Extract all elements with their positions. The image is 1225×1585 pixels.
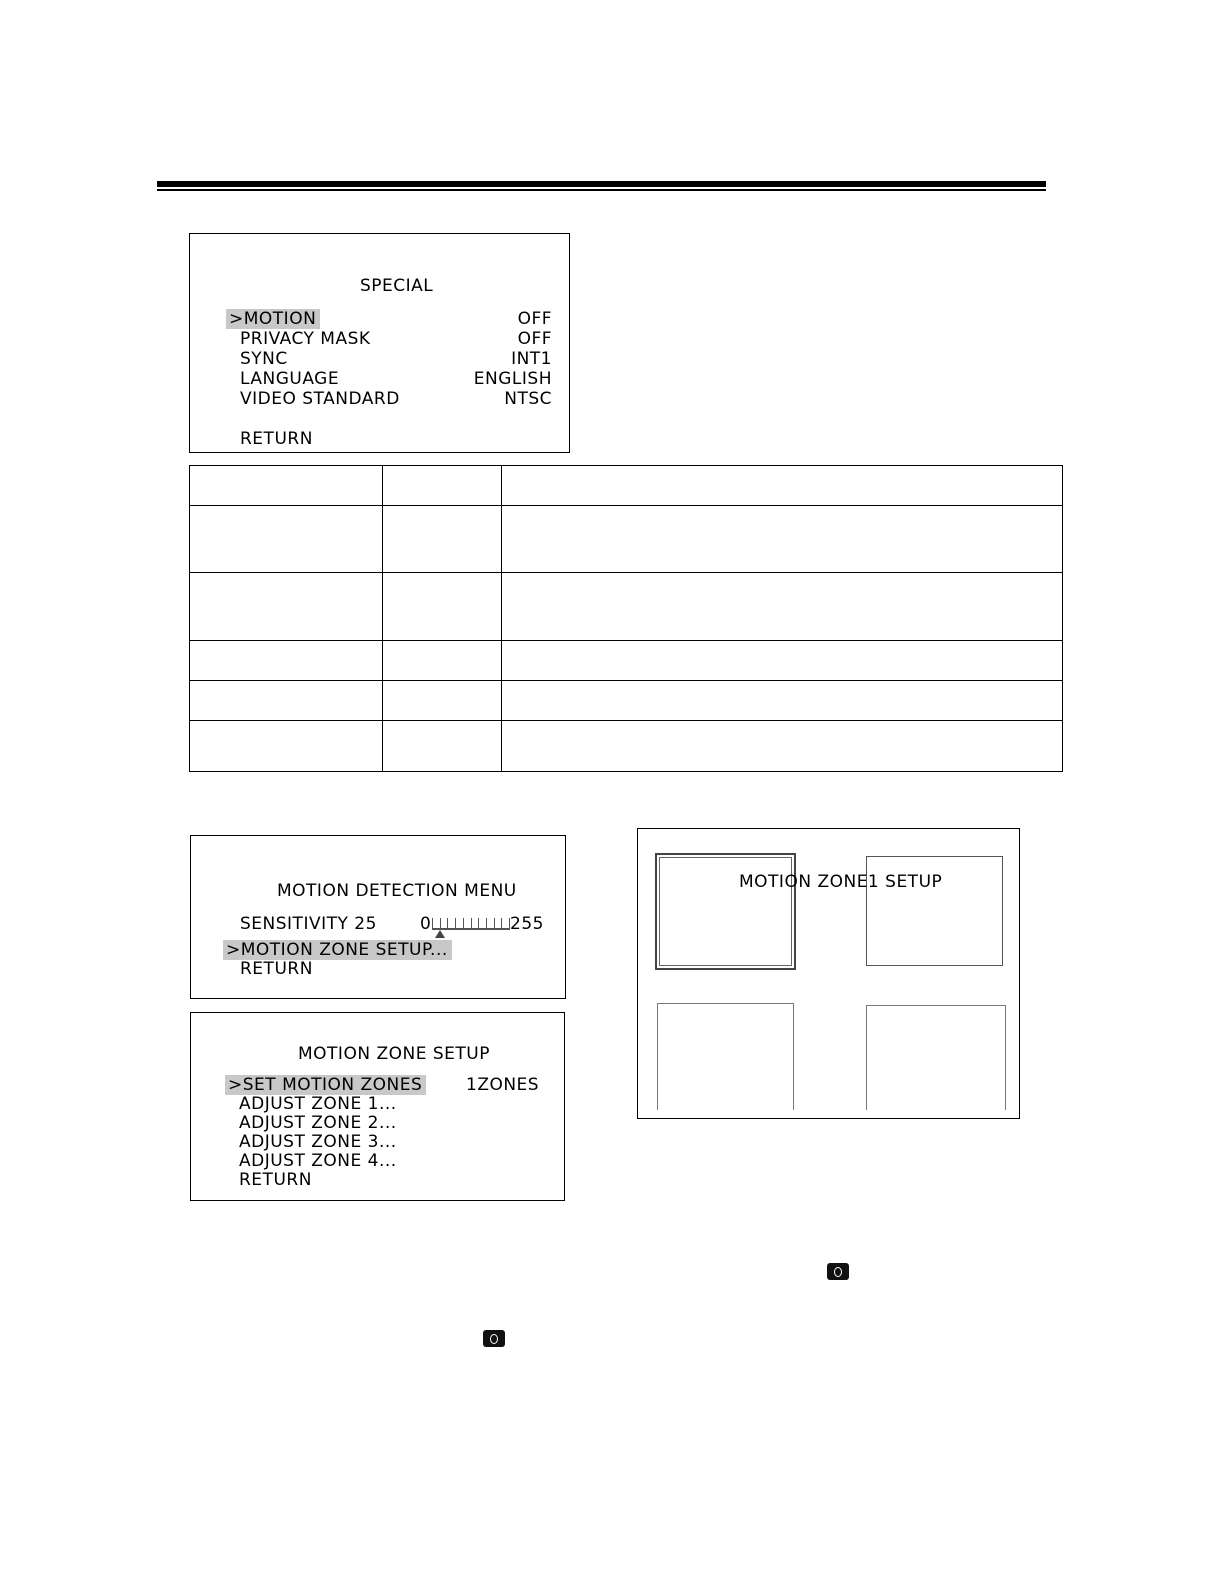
button-o-icon	[483, 1330, 505, 1347]
slider-tick	[447, 918, 448, 928]
special-value-motion: OFF	[517, 309, 552, 329]
table-row	[190, 466, 1063, 506]
special-value-language: ENGLISH	[473, 369, 552, 389]
special-item-language[interactable]: LANGUAGE	[240, 369, 340, 389]
zone-1-frame[interactable]	[655, 853, 796, 970]
header-rule	[157, 181, 1046, 187]
adjust-zone-3-item[interactable]: ADJUST ZONE 3...	[239, 1132, 397, 1152]
slider-pointer-icon[interactable]	[435, 930, 445, 938]
special-item-return[interactable]: RETURN	[240, 429, 313, 449]
slider-tick	[440, 918, 441, 928]
special-item-privacy-mask[interactable]: PRIVACY MASK	[240, 329, 371, 349]
special-item-sync[interactable]: SYNC	[240, 349, 288, 369]
set-motion-zones-item[interactable]: >SET MOTION ZONES	[225, 1075, 426, 1095]
special-item-video-standard[interactable]: VIDEO STANDARD	[240, 389, 400, 409]
special-value-privacy-mask: OFF	[517, 329, 552, 349]
slider-tick	[463, 918, 464, 928]
table-row	[190, 641, 1063, 681]
slider-tick	[471, 918, 472, 928]
slider-tick	[432, 918, 433, 928]
adjust-zone-2-item[interactable]: ADJUST ZONE 2...	[239, 1113, 397, 1133]
special-item-motion[interactable]: >MOTION	[226, 309, 320, 329]
table-row	[190, 721, 1063, 772]
motion-detection-menu-title: MOTION DETECTION MENU	[277, 881, 517, 901]
sensitivity-slider[interactable]	[432, 918, 510, 930]
slider-min-label: 0	[420, 914, 432, 934]
motion-detection-return-item[interactable]: RETURN	[240, 959, 313, 979]
zone-3-frame	[657, 1003, 794, 1110]
settings-description-table	[189, 465, 1063, 772]
slider-tick	[494, 918, 495, 928]
header-rule-thin	[157, 189, 1046, 191]
adjust-zone-4-item[interactable]: ADJUST ZONE 4...	[239, 1151, 397, 1171]
adjust-zone-1-item[interactable]: ADJUST ZONE 1...	[239, 1094, 397, 1114]
slider-tick	[501, 918, 502, 928]
special-value-video-standard: NTSC	[504, 389, 552, 409]
table-row	[190, 506, 1063, 573]
table-row	[190, 681, 1063, 721]
slider-tick	[486, 918, 487, 928]
motion-zone-setup-title: MOTION ZONE SETUP	[298, 1044, 490, 1064]
special-menu-title: SPECIAL	[360, 276, 434, 296]
motion-zone1-setup-title: MOTION ZONE1 SETUP	[739, 872, 943, 892]
zone-4-frame	[866, 1005, 1006, 1110]
slider-max-label: 255	[510, 914, 544, 934]
motion-zone-setup-item[interactable]: >MOTION ZONE SETUP...	[223, 940, 452, 960]
motion-zone-setup-return-item[interactable]: RETURN	[239, 1170, 312, 1190]
set-motion-zones-value: 1ZONES	[466, 1075, 540, 1095]
special-menu-screen	[189, 233, 570, 453]
special-value-sync: INT1	[511, 349, 552, 369]
table-row	[190, 573, 1063, 641]
sensitivity-label: SENSITIVITY 25	[240, 914, 377, 934]
slider-tick	[478, 918, 479, 928]
slider-tick	[455, 918, 456, 928]
button-o-icon	[827, 1263, 849, 1280]
